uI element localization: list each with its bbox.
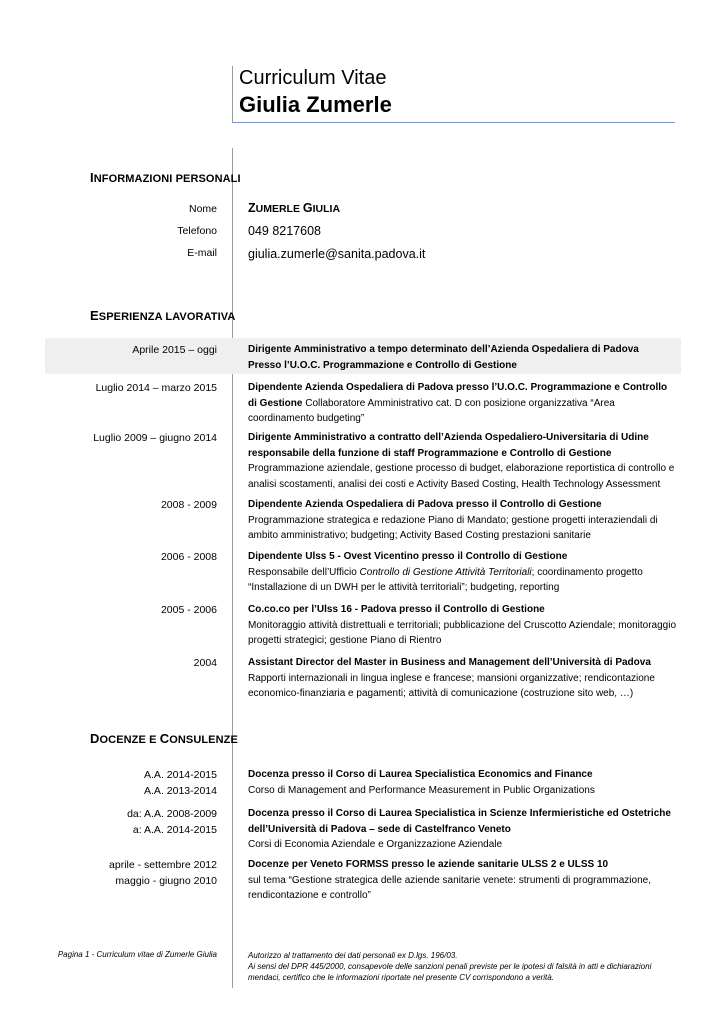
- section-personal-info: INFORMAZIONI PERSONALI: [90, 170, 241, 185]
- section-teaching-consulting: DOCENZE E CONSULENZE: [90, 731, 238, 746]
- title-underline: [232, 122, 675, 123]
- person-name-heading: Giulia Zumerle: [239, 92, 392, 117]
- experience-date: 2006 - 2008: [160, 551, 217, 563]
- teaching-entry: Docenze per Veneto FORMSS presso le aziende sanitarie ULSS 2 e ULSS 10 sul tema “Gestione strategica delle aziende sanitarie venete: strumenti di programmazione, rendicontazione e controllo”: [248, 859, 651, 901]
- experience-date: 2008 - 2009: [160, 499, 217, 511]
- privacy-statement: Autorizzo al trattamento dei dati personali ex D.lgs. 196/03. Ai sensi del DPR 445/2000, consapevole delle sanzioni penali previste per le ipotesi di falsità in atti e dichiarazioni mendaci, certifico che le informazioni riportate nel presente CV corrispondono a verità.: [248, 951, 652, 982]
- experience-entry: Dipendente Ulss 5 - Ovest Vicentino presso il Controllo di Gestione Responsabile dell’Ufficio Controllo di Gestione Attività Territoriali; coordinamento progetto “Installazione di un DWH per le attività territoriali”; budgeting, reporting: [248, 551, 643, 593]
- phone-label: Telefono: [177, 225, 217, 237]
- experience-entry: Dirigente Amministrativo a tempo determinato dell’Azienda Ospedaliera di Padova Presso l’U.O.C. Programmazione e Controllo di Gestione: [248, 344, 639, 371]
- email-value: giulia.zumerle@sanita.padova.it: [248, 247, 426, 261]
- experience-entry: Co.co.co per l’Ulss 16 - Padova presso il Controllo di Gestione Monitoraggio attività distrettuali e territoriali; pubblicazione del Cruscotto Aziendale; monitoraggio progetti strategici; gestione Piano di Rientro: [248, 604, 677, 646]
- experience-entry: Dirigente Amministrativo a contratto dell’Azienda Ospedaliero-Universitaria di Udine responsabile della funzione di staff Programmazione e Controllo di Gestione Programmazione aziendale, gestione processo di budget, elaborazione reportistica di controllo e analisi scostamenti, analisi dei costi e Activity Based Costing, Health Technology Assessment: [248, 432, 675, 490]
- page-footer-label: Pagina 1 - Curriculum vitae di Zumerle Giulia: [57, 950, 217, 959]
- column-divider: [232, 148, 233, 988]
- teaching-date: aprile - settembre 2012 maggio - giugno 2010: [109, 859, 217, 887]
- teaching-date: da: A.A. 2008-2009 a: A.A. 2014-2015: [127, 808, 217, 836]
- title-accent-bar: [232, 66, 233, 122]
- teaching-entry: Docenza presso il Corso di Laurea Specialistica in Scienze Infermieristiche ed Ostetriche dell’Università di Padova – sede di Castelfranco Veneto Corsi di Economia Aziendale e Organizzazione Aziendale: [248, 808, 671, 850]
- experience-date: 2005 - 2006: [160, 604, 217, 616]
- document-title: Curriculum Vitae: [239, 67, 387, 89]
- name-value: ZUMERLE GIULIA: [248, 201, 341, 215]
- experience-date: Aprile 2015 – oggi: [132, 344, 217, 356]
- teaching-date: A.A. 2014-2015 A.A. 2013-2014: [144, 769, 217, 797]
- experience-entry: Assistant Director del Master in Business and Management dell’Università di Padova Rapporti internazionali in lingua inglese e francese; mansioni organizzative; rendicontazione economico-finanziaria e pagamenti; attività di comunicazione (costruzione sito web, …): [248, 657, 655, 699]
- experience-entry: Dipendente Azienda Ospedaliera di Padova presso il Controllo di Gestione Programmazione strategica e redazione Piano di Mandato; gestione progetti interaziendali di ambito amministrativo; budgeting; Activity Based Costing prestazioni sanitarie: [248, 499, 658, 541]
- email-label: E-mail: [187, 247, 217, 259]
- experience-entry: Dipendente Azienda Ospedaliera di Padova presso l’U.O.C. Programmazione e Controllo di Gestione Collaboratore Amministrativo cat. D con posizione organizzativa “Area coordinamento budgeting”: [248, 382, 668, 424]
- name-label: Nome: [188, 203, 217, 215]
- section-work-experience: ESPERIENZA LAVORATIVA: [90, 308, 236, 323]
- experience-date: 2004: [193, 657, 217, 669]
- phone-value: 049 8217608: [248, 224, 321, 238]
- experience-date: Luglio 2014 – marzo 2015: [95, 382, 217, 394]
- teaching-entry: Docenza presso il Corso di Laurea Specialistica Economics and Finance Corso di Management and Performance Measurement in Public Organizations: [248, 769, 595, 796]
- experience-date: Luglio 2009 – giugno 2014: [93, 432, 217, 444]
